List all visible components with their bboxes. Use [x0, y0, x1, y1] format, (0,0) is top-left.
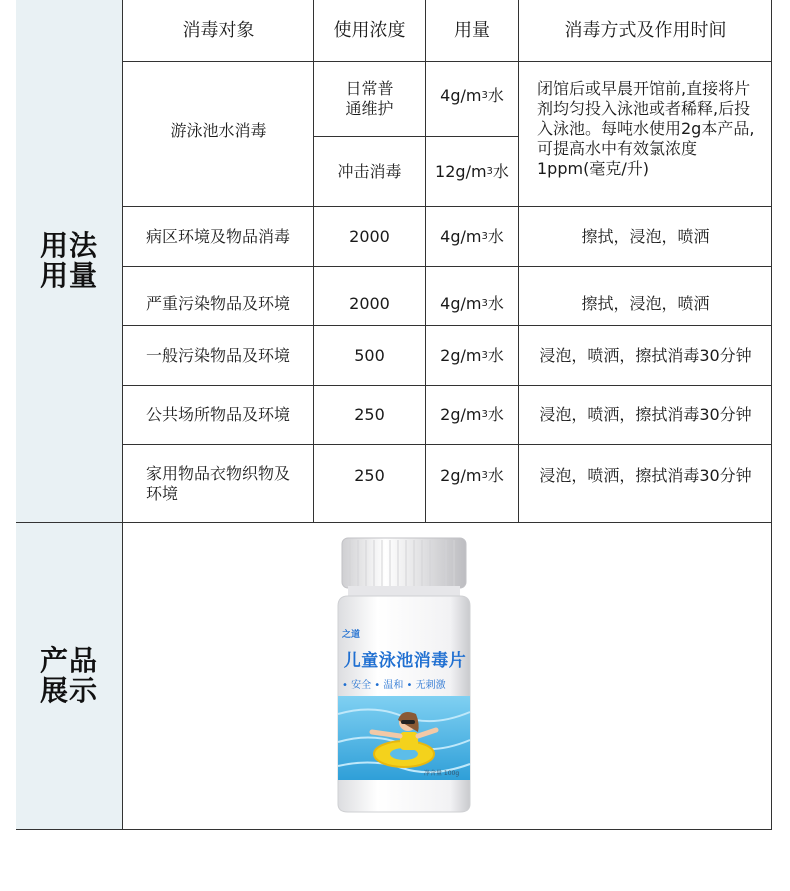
row-dosage: [426, 267, 518, 325]
row-method: 浸泡，喷洒，擦拭消毒30分钟: [539, 465, 752, 485]
section-divider: [16, 522, 772, 523]
dose-superscript: 3: [486, 165, 493, 177]
dose-prefix: 4g/m: [440, 86, 482, 105]
row-dosage: [426, 326, 518, 385]
usage-section-label: [16, 0, 123, 522]
row-object: 家用物品衣物织物及环境: [146, 463, 291, 503]
dose-prefix: 4g/m: [440, 226, 482, 246]
dose-superscript: 3: [481, 469, 488, 481]
pool-shock-dosage: [426, 137, 518, 206]
product-features: • 安全 • 温和 • 无刺激: [342, 680, 446, 691]
pool-daily-dosage: [426, 62, 518, 136]
pool-object: 游泳池水消毒: [170, 121, 267, 140]
row-dosage: [426, 386, 518, 444]
usage-label-text: 用法用量: [39, 229, 98, 292]
dose-superscript: 3: [481, 409, 488, 420]
row-method: 浸泡，喷洒，擦拭消毒30分钟: [539, 405, 752, 424]
dose-suffix: 水: [487, 345, 504, 365]
row-concentration: 250: [354, 465, 385, 485]
display-label-text: 产品展示: [39, 644, 98, 707]
net-weight: 净含量 100g: [424, 770, 460, 777]
dose-prefix: 2g/m: [440, 345, 482, 365]
dose-suffix: 水: [487, 465, 504, 485]
dose-suffix: 水: [487, 226, 504, 246]
dose-suffix: 水: [487, 294, 504, 313]
pool-daily-concentration: 日常普通维护: [345, 79, 394, 118]
row-concentration: 2000: [349, 294, 390, 313]
row-dosage: [426, 207, 518, 266]
brand-logo: 之道: [342, 630, 361, 640]
product-name: 儿童泳池消毒片: [343, 651, 467, 671]
row-method: 擦拭，浸泡，喷洒: [581, 294, 710, 313]
dose-superscript: 3: [481, 230, 488, 242]
row-method: 擦拭，浸泡，喷洒: [581, 226, 710, 246]
header-method: 消毒方式及作用时间: [564, 19, 727, 41]
row-dosage: [426, 445, 518, 522]
dose-suffix: 水: [487, 86, 504, 105]
dose-superscript: 3: [481, 90, 488, 101]
dose-prefix: 2g/m: [440, 405, 482, 424]
row-object: 病区环境及物品消毒: [146, 226, 291, 246]
header-concentration: 使用浓度: [333, 19, 406, 41]
dose-suffix: 水: [492, 161, 509, 181]
pool-method: 闭馆后或早晨开馆前,直接将片剂均匀投入泳池或者稀释,后投入泳池。每吨水使用2g本产品,可提高水中有效氯浓度1ppm(毫克/升): [537, 79, 755, 178]
row-concentration: 250: [354, 405, 385, 424]
dose-prefix: 12g/m: [435, 161, 487, 181]
dose-superscript: 3: [481, 349, 488, 361]
header-object: 消毒对象: [182, 19, 255, 41]
row-object: 一般污染物品及环境: [146, 345, 291, 365]
row-object: 严重污染物品及环境: [146, 294, 291, 313]
dose-prefix: 2g/m: [440, 465, 482, 485]
display-section-label: [16, 523, 123, 829]
row-concentration: 500: [354, 345, 385, 365]
header-dosage: 用量: [454, 19, 490, 41]
row-method: 浸泡，喷洒，擦拭消毒30分钟: [539, 345, 752, 365]
dose-suffix: 水: [487, 405, 504, 424]
row-concentration: 2000: [349, 226, 390, 246]
dose-prefix: 4g/m: [440, 294, 482, 313]
product-bottle-image: [332, 536, 476, 814]
dose-superscript: 3: [481, 298, 488, 309]
pool-shock-concentration: 冲击消毒: [337, 161, 402, 181]
row-object: 公共场所物品及环境: [146, 405, 291, 424]
